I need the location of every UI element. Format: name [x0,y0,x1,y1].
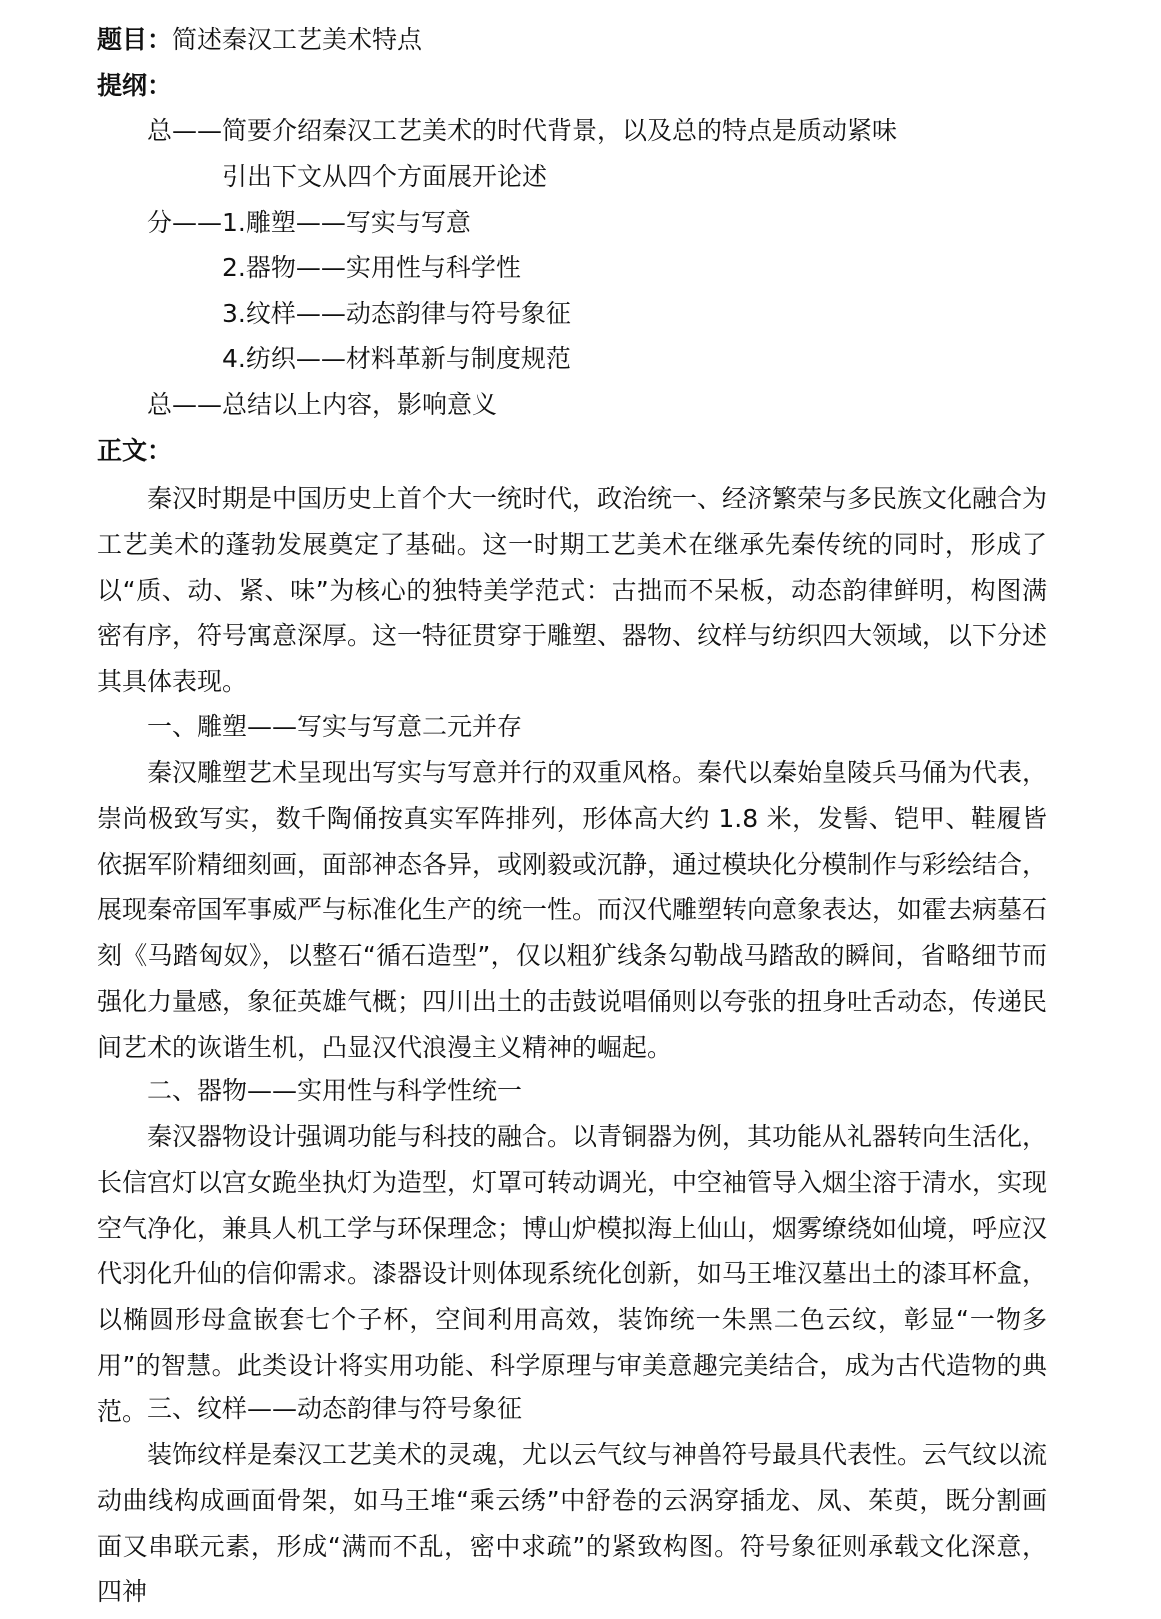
outline-point-1: 分——1.雕塑——写实与写意 [147,208,471,237]
body-paragraph-vessels: 秦汉器物设计强调功能与科技的融合。以青铜器为例，其功能从礼器转向生活化，长信宫灯以宫女跪坐执灯为造型，灯罩可转动调光，中空袖管导入烟尘溶于清水，实现空气净化，兼具人机工学与环保理念；博山炉模拟海上仙山，烟雾缭绕如仙境，呼应汉代羽化升仙的信仰需求。漆器设计则体现系统化创新，如马王堆汉墓出土的漆耳杯盒，以椭圆形母盒嵌套七个子杯，空间利用高效，装饰统一朱黑二色云纹，彰显“一物多用”的智慧。此类设计将实用功能、科学原理与审美意趣完美结合，成为古代造物的典范。 [97,1122,1048,1426]
title-row [97,23,422,57]
outline-label: 提纲： [97,71,173,100]
body-paragraph-sculpture: 秦汉雕塑艺术呈现出写实与写意并行的双重风格。秦代以秦始皇陵兵马俑为代表，崇尚极致写实，数千陶俑按真实军阵排列，形体高大约 1.8 米，发髻、铠甲、鞋履皆依据军阶精细刻画，面部神态各异，或刚毅或沉静，通过模块化分模制作与彩绘结合，展现秦帝国军事威严与标准化生产的统一性。而汉代雕塑转向意象表达，如霍去病墓石刻《马踏匈奴》，以整石“循石造型”，仅以粗犷线条勾勒战马踏敌的瞬间，省略细节而强化力量感，象征英雄气概；四川出土的击鼓说唱俑则以夸张的扭身吐舌动态，传递民间艺术的诙谐生机，凸显汉代浪漫主义精神的崛起。 [97,758,1048,1062]
outline-intro-2: 引出下文从四个方面展开论述 [222,162,548,191]
section-heading-vessels: 二、器物——实用性与科学性统一 [147,1076,523,1105]
section-heading-patterns: 三、纹样——动态韵律与符号象征 [147,1394,523,1423]
outline-intro-1: 总——简要介绍秦汉工艺美术的时代背景，以及总的特点是质动紧味 [147,116,898,145]
body-label: 正文： [97,436,173,465]
outline-point-4: 4.纺织——材料革新与制度规范 [222,344,571,373]
body-paragraph-intro: 秦汉时期是中国历史上首个大一统时代，政治统一、经济繁荣与多民族文化融合为工艺美术的蓬勃发展奠定了基础。这一时期工艺美术在继承先秦传统的同时，形成了以“质、动、紧、味”为核心的独特美学范式：古拙而不呆板，动态韵律鲜明，构图满密有序，符号寓意深厚。这一特征贯穿于雕塑、器物、纹样与纺织四大领域，以下分述其具体表现。 [97,484,1048,697]
section-heading-sculpture: 一、雕塑——写实与写意二元并存 [147,712,523,741]
title-label: 题目： [97,25,173,54]
outline-conclusion: 总——总结以上内容，影响意义 [147,390,498,419]
outline-point-2: 2.器物——实用性与科学性 [222,253,521,282]
body-paragraph-patterns: 装饰纹样是秦汉工艺美术的灵魂，尤以云气纹与神兽符号最具代表性。云气纹以流动曲线构成画面骨架，如马王堆“乘云绣”中舒卷的云涡穿插龙、凤、茱萸，既分割画面又串联元素，形成“满而不乱，密中求疏”的紧致构图。符号象征则承载文化深意，四神 [97,1440,1047,1607]
title-text: 简述秦汉工艺美术特点 [172,25,423,54]
outline-point-3: 3.纹样——动态韵律与符号象征 [222,299,571,328]
